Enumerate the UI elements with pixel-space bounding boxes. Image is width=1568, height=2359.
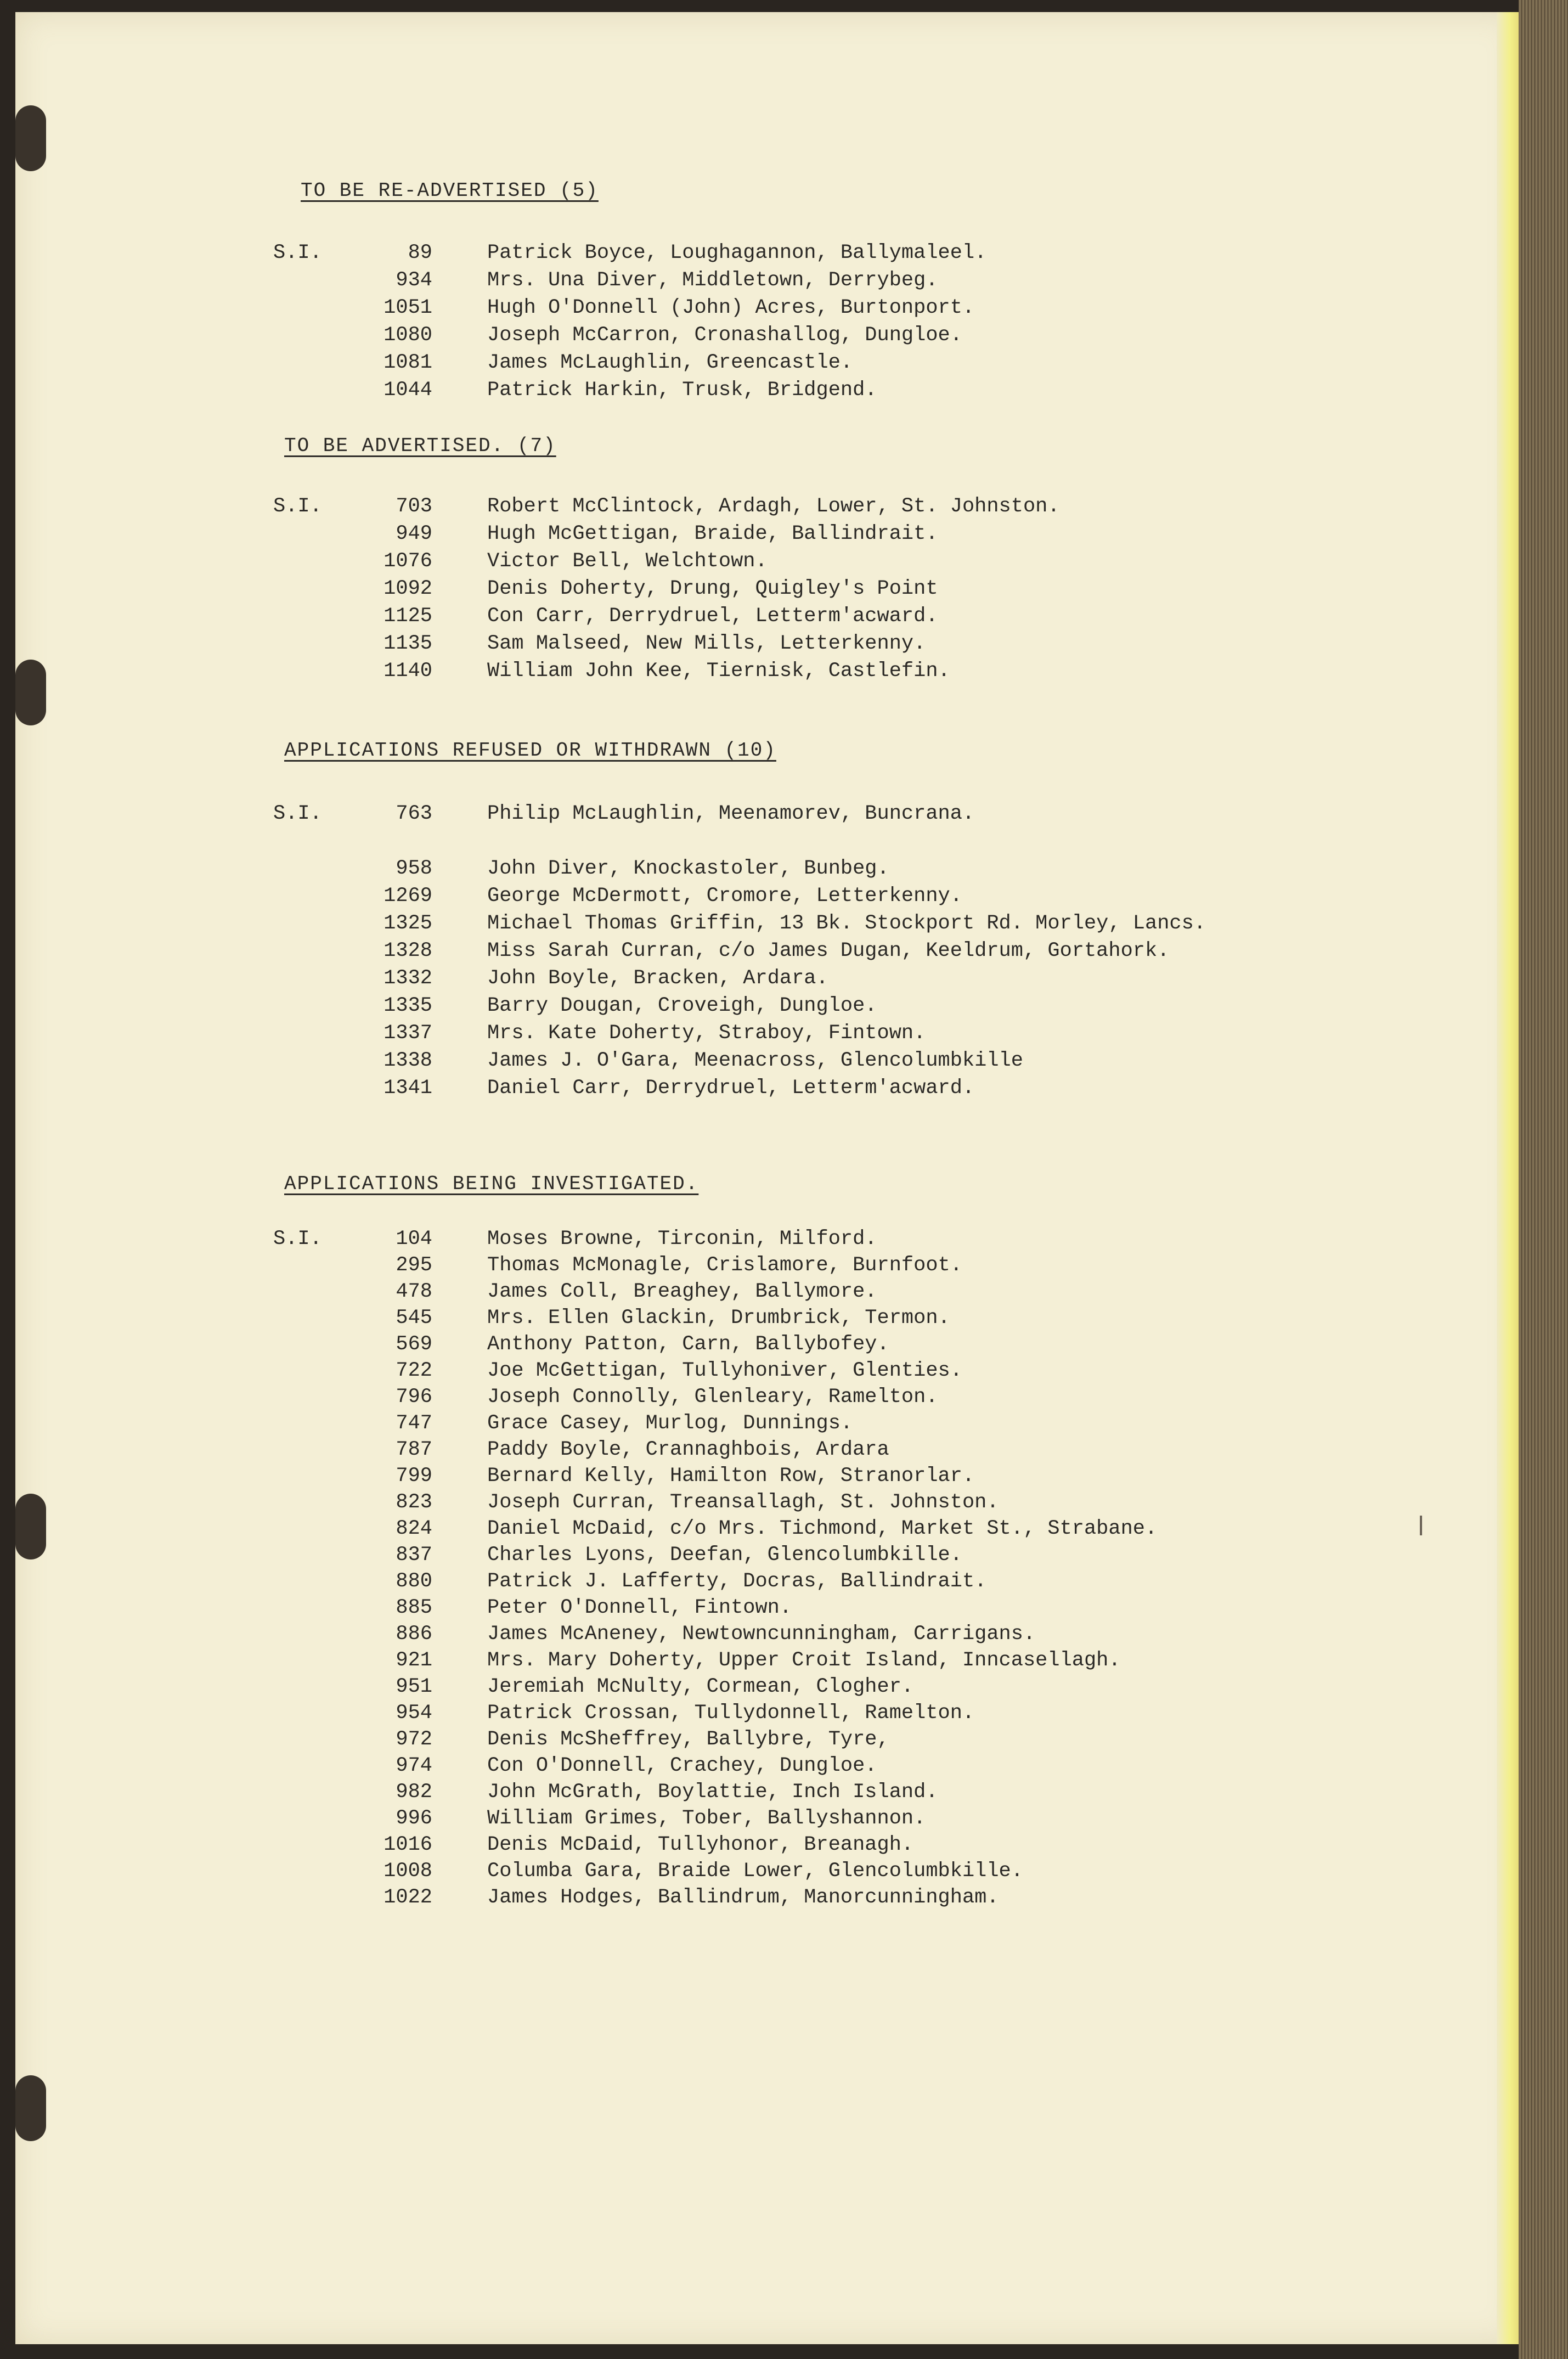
book-binding-edge <box>1519 0 1568 2359</box>
applicant-entry: John McGrath, Boylattie, Inch Island. <box>487 1781 938 1804</box>
applicant-entry: William Grimes, Tober, Ballyshannon. <box>487 1807 926 1830</box>
si-number: 1016 <box>383 1833 432 1856</box>
si-number: 972 <box>396 1728 432 1751</box>
si-number: 1051 <box>383 296 432 319</box>
si-number: 295 <box>396 1254 432 1277</box>
si-number: 104 <box>396 1228 432 1251</box>
applicant-entry: Thomas McMonagle, Crislamore, Burnfoot. <box>487 1254 962 1277</box>
applicant-entry: James McLaughlin, Greencastle. <box>487 351 853 374</box>
applicant-entry: Denis McSheffrey, Ballybre, Tyre, <box>487 1728 889 1751</box>
si-number: 799 <box>396 1465 432 1488</box>
applicant-entry: Mrs. Kate Doherty, Straboy, Fintown. <box>487 1022 926 1045</box>
applicant-entry: Charles Lyons, Deefan, Glencolumbkille. <box>487 1544 962 1567</box>
section-heading-readvertised: TO BE RE-ADVERTISED (5) <box>301 179 599 202</box>
si-number: 763 <box>396 802 432 825</box>
si-number: 1135 <box>383 632 432 655</box>
applicant-entry: Bernard Kelly, Hamilton Row, Stranorlar. <box>487 1465 975 1488</box>
si-number: 934 <box>396 269 432 292</box>
applicant-entry: Patrick Boyce, Loughagannon, Ballymaleel. <box>487 241 987 264</box>
applicant-entry: Philip McLaughlin, Meenamorev, Buncrana. <box>487 802 975 825</box>
si-number: 1332 <box>383 967 432 990</box>
applicant-entry: Denis McDaid, Tullyhonor, Breanagh. <box>487 1833 914 1856</box>
document-content <box>15 12 1519 2344</box>
si-label: S.I. <box>273 802 322 825</box>
si-number: 823 <box>396 1491 432 1514</box>
section-heading-refused: APPLICATIONS REFUSED OR WITHDRAWN (10) <box>284 739 776 762</box>
applicant-entry: Patrick Harkin, Trusk, Bridgend. <box>487 379 877 402</box>
si-label: S.I. <box>273 495 322 518</box>
si-number: 958 <box>396 857 432 880</box>
applicant-entry: James McAneney, Newtowncunningham, Carrigans. <box>487 1623 1036 1646</box>
si-number: 921 <box>396 1649 432 1672</box>
applicant-entry: Barry Dougan, Croveigh, Dungloe. <box>487 994 877 1017</box>
applicant-entry: Con O'Donnell, Crachey, Dungloe. <box>487 1754 877 1777</box>
applicant-entry: Columba Gara, Braide Lower, Glencolumbkille. <box>487 1860 1023 1883</box>
si-number: 545 <box>396 1307 432 1330</box>
applicant-entry: Mrs. Mary Doherty, Upper Croit Island, Inncasellagh. <box>487 1649 1121 1672</box>
paper-sheet <box>15 12 1519 2344</box>
si-number: 1092 <box>383 577 432 600</box>
applicant-entry: Grace Casey, Murlog, Dunnings. <box>487 1412 853 1435</box>
applicant-entry: Joe McGettigan, Tullyhoniver, Glenties. <box>487 1359 962 1382</box>
applicant-entry: Anthony Patton, Carn, Ballybofey. <box>487 1333 889 1356</box>
applicant-entry: James Coll, Breaghey, Ballymore. <box>487 1280 877 1303</box>
si-number: 949 <box>396 522 432 545</box>
si-number: 1337 <box>383 1022 432 1045</box>
applicant-entry: Jeremiah McNulty, Cormean, Clogher. <box>487 1675 914 1698</box>
si-number: 1140 <box>383 660 432 683</box>
section-heading-investigated: APPLICATIONS BEING INVESTIGATED. <box>284 1173 699 1195</box>
applicant-entry: Patrick Crossan, Tullydonnell, Ramelton. <box>487 1702 975 1725</box>
si-number: 1328 <box>383 939 432 962</box>
applicant-entry: Michael Thomas Griffin, 13 Bk. Stockport Rd. Morley, Lancs. <box>487 912 1206 935</box>
applicant-entry: Joseph McCarron, Cronashallog, Dungloe. <box>487 324 962 347</box>
si-number: 885 <box>396 1596 432 1619</box>
si-number: 1044 <box>383 379 432 402</box>
si-number: 1269 <box>383 885 432 908</box>
applicant-entry: Moses Browne, Tirconin, Milford. <box>487 1228 877 1251</box>
applicant-entry: Peter O'Donnell, Fintown. <box>487 1596 792 1619</box>
applicant-entry: Con Carr, Derrydruel, Letterm'acward. <box>487 605 938 628</box>
si-number: 1081 <box>383 351 432 374</box>
applicant-entry: Joseph Curran, Treansallagh, St. Johnston. <box>487 1491 999 1514</box>
applicant-entry: William John Kee, Tiernisk, Castlefin. <box>487 660 950 683</box>
applicant-entry: Hugh McGettigan, Braide, Ballindrait. <box>487 522 938 545</box>
si-number: 886 <box>396 1623 432 1646</box>
si-number: 824 <box>396 1517 432 1540</box>
si-number: 974 <box>396 1754 432 1777</box>
si-number: 1125 <box>383 605 432 628</box>
section-heading-advertised: TO BE ADVERTISED. (7) <box>284 435 556 457</box>
si-number: 951 <box>396 1675 432 1698</box>
si-number: 569 <box>396 1333 432 1356</box>
applicant-entry: Robert McClintock, Ardagh, Lower, St. Johnston. <box>487 495 1060 518</box>
si-number: 747 <box>396 1412 432 1435</box>
applicant-entry: Daniel Carr, Derrydruel, Letterm'acward. <box>487 1077 975 1100</box>
applicant-entry: Victor Bell, Welchtown. <box>487 550 768 573</box>
applicant-entry: James J. O'Gara, Meenacross, Glencolumbkille <box>487 1049 1023 1072</box>
applicant-entry: Mrs. Una Diver, Middletown, Derrybeg. <box>487 269 938 292</box>
si-number: 982 <box>396 1781 432 1804</box>
si-number: 478 <box>396 1280 432 1303</box>
applicant-entry: Denis Doherty, Drung, Quigley's Point <box>487 577 938 600</box>
si-number: 1335 <box>383 994 432 1017</box>
applicant-entry: Hugh O'Donnell (John) Acres, Burtonport. <box>487 296 975 319</box>
applicant-entry: Daniel McDaid, c/o Mrs. Tichmond, Market St., Strabane. <box>487 1517 1158 1540</box>
applicant-entry: Mrs. Ellen Glackin, Drumbrick, Termon. <box>487 1307 950 1330</box>
si-number: 1338 <box>383 1049 432 1072</box>
si-number: 787 <box>396 1438 432 1461</box>
si-number: 796 <box>396 1386 432 1409</box>
si-label: S.I. <box>273 241 322 264</box>
si-number: 703 <box>396 495 432 518</box>
applicant-entry: John Boyle, Bracken, Ardara. <box>487 967 828 990</box>
si-label: S.I. <box>273 1228 322 1251</box>
si-number: 954 <box>396 1702 432 1725</box>
applicant-entry: Paddy Boyle, Crannaghbois, Ardara <box>487 1438 889 1461</box>
si-number: 1008 <box>383 1860 432 1883</box>
si-number: 880 <box>396 1570 432 1593</box>
si-number: 996 <box>396 1807 432 1830</box>
si-number: 89 <box>408 241 432 264</box>
si-number: 1325 <box>383 912 432 935</box>
si-number: 1080 <box>383 324 432 347</box>
applicant-entry: Patrick J. Lafferty, Docras, Ballindrait. <box>487 1570 987 1593</box>
si-number: 722 <box>396 1359 432 1382</box>
si-number: 1022 <box>383 1886 432 1909</box>
applicant-entry: Sam Malseed, New Mills, Letterkenny. <box>487 632 926 655</box>
si-number: 1341 <box>383 1077 432 1100</box>
si-number: 837 <box>396 1544 432 1567</box>
applicant-entry: George McDermott, Cromore, Letterkenny. <box>487 885 962 908</box>
si-number: 1076 <box>383 550 432 573</box>
applicant-entry: John Diver, Knockastoler, Bunbeg. <box>487 857 889 880</box>
applicant-entry: James Hodges, Ballindrum, Manorcunningham. <box>487 1886 999 1909</box>
applicant-entry: Miss Sarah Curran, c/o James Dugan, Keeldrum, Gortahork. <box>487 939 1170 962</box>
applicant-entry: Joseph Connolly, Glenleary, Ramelton. <box>487 1386 938 1409</box>
